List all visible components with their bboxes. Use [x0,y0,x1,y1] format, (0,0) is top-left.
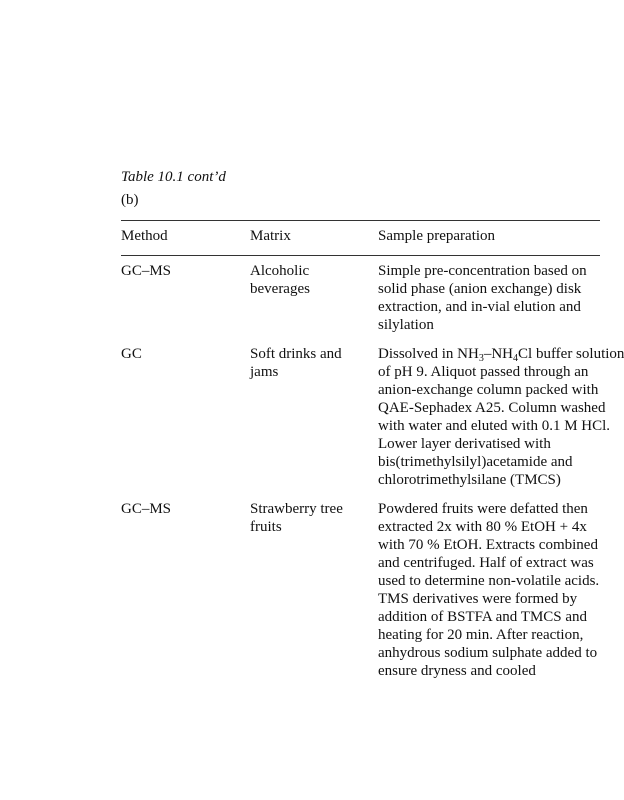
subscript: 4 [513,353,519,364]
prep-line: Simple pre-concentration based on [378,263,587,279]
matrix-line: fruits [250,519,282,535]
prep-line: QAE-Sephadex A25. Column washed [378,400,606,416]
prep-text: Cl buffer solution [518,346,624,362]
prep-line: extracted 2x with 80 % EtOH + 4x [378,519,587,535]
prep-line: addition of BSTFA and TMCS and [378,609,588,625]
prep-line: chlorotrimethylsilane (TMCS) [378,472,561,488]
prep-text: Dissolved in NH [378,346,479,362]
prep-line: ensure dryness and cooled [378,663,536,679]
matrix-line: jams [250,364,279,380]
table-top-rule [121,220,600,221]
header-matrix: Matrix [250,228,291,244]
row-3-method: GC–MS [121,501,172,517]
prep-line: silylation [378,317,434,333]
prep-line: bis(trimethylsilyl)acetamide and [378,454,573,470]
prep-line: solid phase (anion exchange) disk [378,281,582,297]
prep-line: with 70 % EtOH. Extracts combined [378,537,598,553]
row-1-method: GC–MS [121,263,172,279]
prep-line: with water and eluted with 0.1 M HCl. [378,418,611,434]
prep-line: of pH 9. Aliquot passed through an [378,364,589,380]
matrix-line: beverages [250,281,310,297]
row-2-matrix [250,345,342,381]
prep-text: –NH [483,346,514,362]
prep-line: used to determine non-volatile acids. [378,573,600,589]
matrix-line: Soft drinks and [250,346,342,362]
row-2-sample-preparation [378,345,624,489]
row-3-sample-preparation [378,500,599,680]
prep-line: anion-exchange column packed with [378,382,599,398]
row-3-matrix [250,500,343,536]
header-method: Method [121,228,168,244]
matrix-line: Alcoholic [250,263,310,279]
row-2-method: GC [121,346,142,362]
prep-line: extraction, and in-vial elution and [378,299,581,315]
table-caption: Table 10.1 cont’d [121,169,226,185]
prep-line: anhydrous sodium sulphate added to [378,645,598,661]
table-header-rule [121,255,600,256]
prep-line: TMS derivatives were formed by [378,591,578,607]
matrix-line: Strawberry tree [250,501,343,517]
prep-line: Lower layer derivatised with [378,436,551,452]
header-sample-preparation: Sample preparation [378,228,496,244]
row-1-matrix [250,262,310,298]
prep-line: and centrifuged. Half of extract was [378,555,594,571]
table-subpart-label: (b) [121,192,139,208]
prep-line: Powdered fruits were defatted then [378,501,588,517]
subscript: 3 [478,353,484,364]
row-1-sample-preparation [378,262,587,334]
prep-line-with-formula [378,345,624,363]
prep-line: heating for 20 min. After reaction, [378,627,584,643]
